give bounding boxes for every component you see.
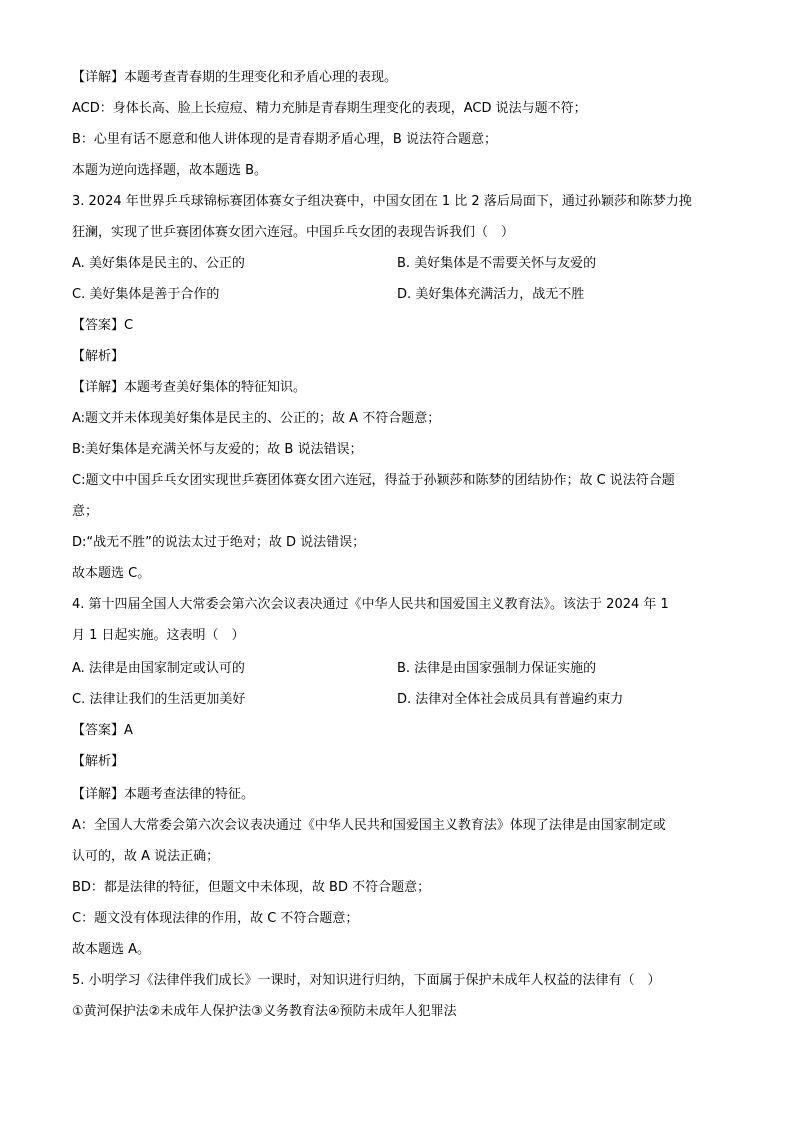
analysis-label: 【解析】 (72, 349, 125, 364)
text-line: B：心里有话不愿意和他人讲体现的是青春期矛盾心理，B 说法符合题意； (72, 132, 497, 147)
text-line: B:美好集体是充满关怀与友爱的；故 B 说法错误； (72, 442, 363, 457)
text-line: A:题文并未体现美好集体是民主的、公正的；故 A 不符合题意； (72, 411, 441, 426)
option-d: D. 美好集体充满活力，战无不胜 (397, 287, 585, 302)
text-line: 【详解】本题考查青春期的生理变化和矛盾心理的表现。 (72, 70, 398, 85)
option-a: A. 法律是由国家制定或认可的 (72, 661, 245, 676)
answer-label: 【答案】C (72, 318, 134, 333)
option-d: D. 法律对全体社会成员具有普遍约束力 (397, 692, 624, 707)
answer-label: 【答案】A (72, 723, 133, 738)
option-b: B. 美好集体是不需要关怀与友爱的 (397, 256, 597, 271)
question-5-items: ①黄河保护法②未成年人保护法③义务教育法④预防未成年人犯罪法 (72, 1004, 457, 1019)
text-line: BD：都是法律的特征，但题文中未体现，故 BD 不符合题意； (72, 880, 431, 895)
question-4-stem: 4. 第十四届全国人大常委会第六次会议表决通过《中华人民共和国爱国主义教育法》。该法于 2024 年 1 (72, 597, 669, 612)
option-c: C. 美好集体是善于合作的 (72, 287, 220, 302)
question-3-stem: 狂澜，实现了世乒赛团体赛女团六连冠。中国乒乓女团的表现告诉我们（ ） (72, 225, 515, 240)
text-line: D:“战无不胜”的说法太过于绝对；故 D 说法错误； (72, 535, 366, 550)
text-line: 本题为逆向选择题，故本题选 B。 (72, 163, 268, 178)
text-line: 【详解】本题考查法律的特征。 (72, 787, 255, 802)
question-4-stem: 月 1 日起实施。这表明（ ） (72, 628, 245, 643)
question-5-stem: 5. 小明学习《法律伴我们成长》一课时，对知识进行归纳，下面属于保护未成年人权益的法律有（ ） (72, 973, 661, 988)
option-b: B. 法律是由国家强制力保证实施的 (397, 661, 597, 676)
text-line: C:题文中中国乒乓女团实现世乒赛团体赛女团六连冠，得益于孙颖莎和陈梦的团结协作；故 C 说法符合题 (72, 473, 675, 488)
text-line: ACD：身体长高、脸上长痘痘、精力充肺是青春期生理变化的表现，ACD 说法与题不符； (72, 101, 587, 116)
option-c: C. 法律让我们的生活更加美好 (72, 692, 246, 707)
text-line: C：题文没有体现法律的作用，故 C 不符合题意； (72, 911, 359, 926)
analysis-label: 【解析】 (72, 754, 125, 769)
text-line: 故本题选 A。 (72, 942, 151, 957)
text-line: 认可的，故 A 说法正确； (72, 849, 220, 864)
text-line: 意； (72, 504, 99, 519)
text-line: 故本题选 C。 (72, 566, 151, 581)
option-a: A. 美好集体是民主的、公正的 (72, 256, 245, 271)
text-line: 【详解】本题考查美好集体的特征知识。 (72, 380, 307, 395)
question-3-stem: 3. 2024 年世界乒乓球锦标赛团体赛女子组决赛中，中国女团在 1 比 2 落后局面下，通过孙颖莎和陈梦力挽 (72, 194, 692, 209)
text-line: A：全国人大常委会第六次会议表决通过《中华人民共和国爱国主义教育法》体现了法律是由国家制定或 (72, 818, 666, 833)
